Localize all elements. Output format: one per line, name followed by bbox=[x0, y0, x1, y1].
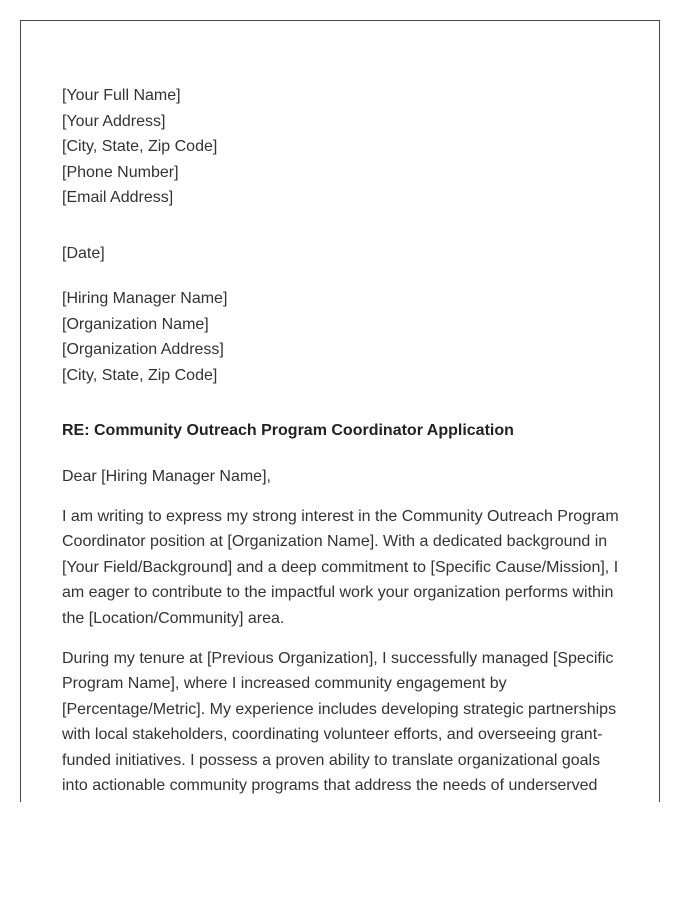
recipient-city-state-zip: [City, State, Zip Code] bbox=[62, 366, 218, 384]
letter-content bbox=[62, 83, 624, 799]
date-block bbox=[62, 241, 624, 267]
paragraph-line: [Percentage/Metric]. My experience includes developing strategic partnerships bbox=[62, 700, 617, 718]
recipient-block bbox=[62, 286, 624, 388]
recipient-organization-address: [Organization Address] bbox=[62, 341, 224, 358]
body-paragraph-1 bbox=[62, 504, 624, 632]
sender-full-name: [Your Full Name] bbox=[62, 87, 181, 104]
body-paragraph-2 bbox=[62, 646, 624, 799]
paragraph-line: funded initiatives. I possess a proven ability to translate organizational goals bbox=[62, 751, 601, 769]
salutation: Dear [Hiring Manager Name], bbox=[62, 467, 271, 485]
paragraph-line: with local stakeholders, coordinating volunteer efforts, and overseeing grant- bbox=[62, 726, 603, 743]
sender-address: [Your Address] bbox=[62, 112, 166, 130]
paragraph-line: Coordinator position at [Organization Name]. With a dedicated background in bbox=[62, 533, 608, 550]
paragraph-line: During my tenure at [Previous Organization], I successfully managed [Specific bbox=[62, 649, 614, 667]
paragraph-line: Program Name], where I increased community engagement by bbox=[62, 675, 507, 692]
letter-date: [Date] bbox=[62, 244, 105, 262]
letter-page bbox=[20, 20, 660, 802]
sender-city-state-zip: [City, State, Zip Code] bbox=[62, 138, 218, 155]
sender-block bbox=[62, 83, 624, 211]
paragraph-line: am eager to contribute to the impactful work your organization performs within bbox=[62, 584, 614, 601]
paragraph-line: into actionable community programs that address the needs of underserved bbox=[62, 777, 598, 794]
paragraph-line: [Your Field/Background] and a deep commitment to [Specific Cause/Mission], I bbox=[62, 558, 619, 576]
paragraph-line: the [Location/Community] area. bbox=[62, 609, 285, 627]
sender-phone: [Phone Number] bbox=[62, 163, 179, 181]
recipient-manager-name: [Hiring Manager Name] bbox=[62, 290, 228, 307]
paragraph-line: I am writing to express my strong interest in the Community Outreach Program bbox=[62, 507, 619, 525]
sender-email: [Email Address] bbox=[62, 189, 174, 206]
recipient-organization-name: [Organization Name] bbox=[62, 315, 209, 333]
subject-line: RE: Community Outreach Program Coordinator Application bbox=[62, 422, 514, 439]
